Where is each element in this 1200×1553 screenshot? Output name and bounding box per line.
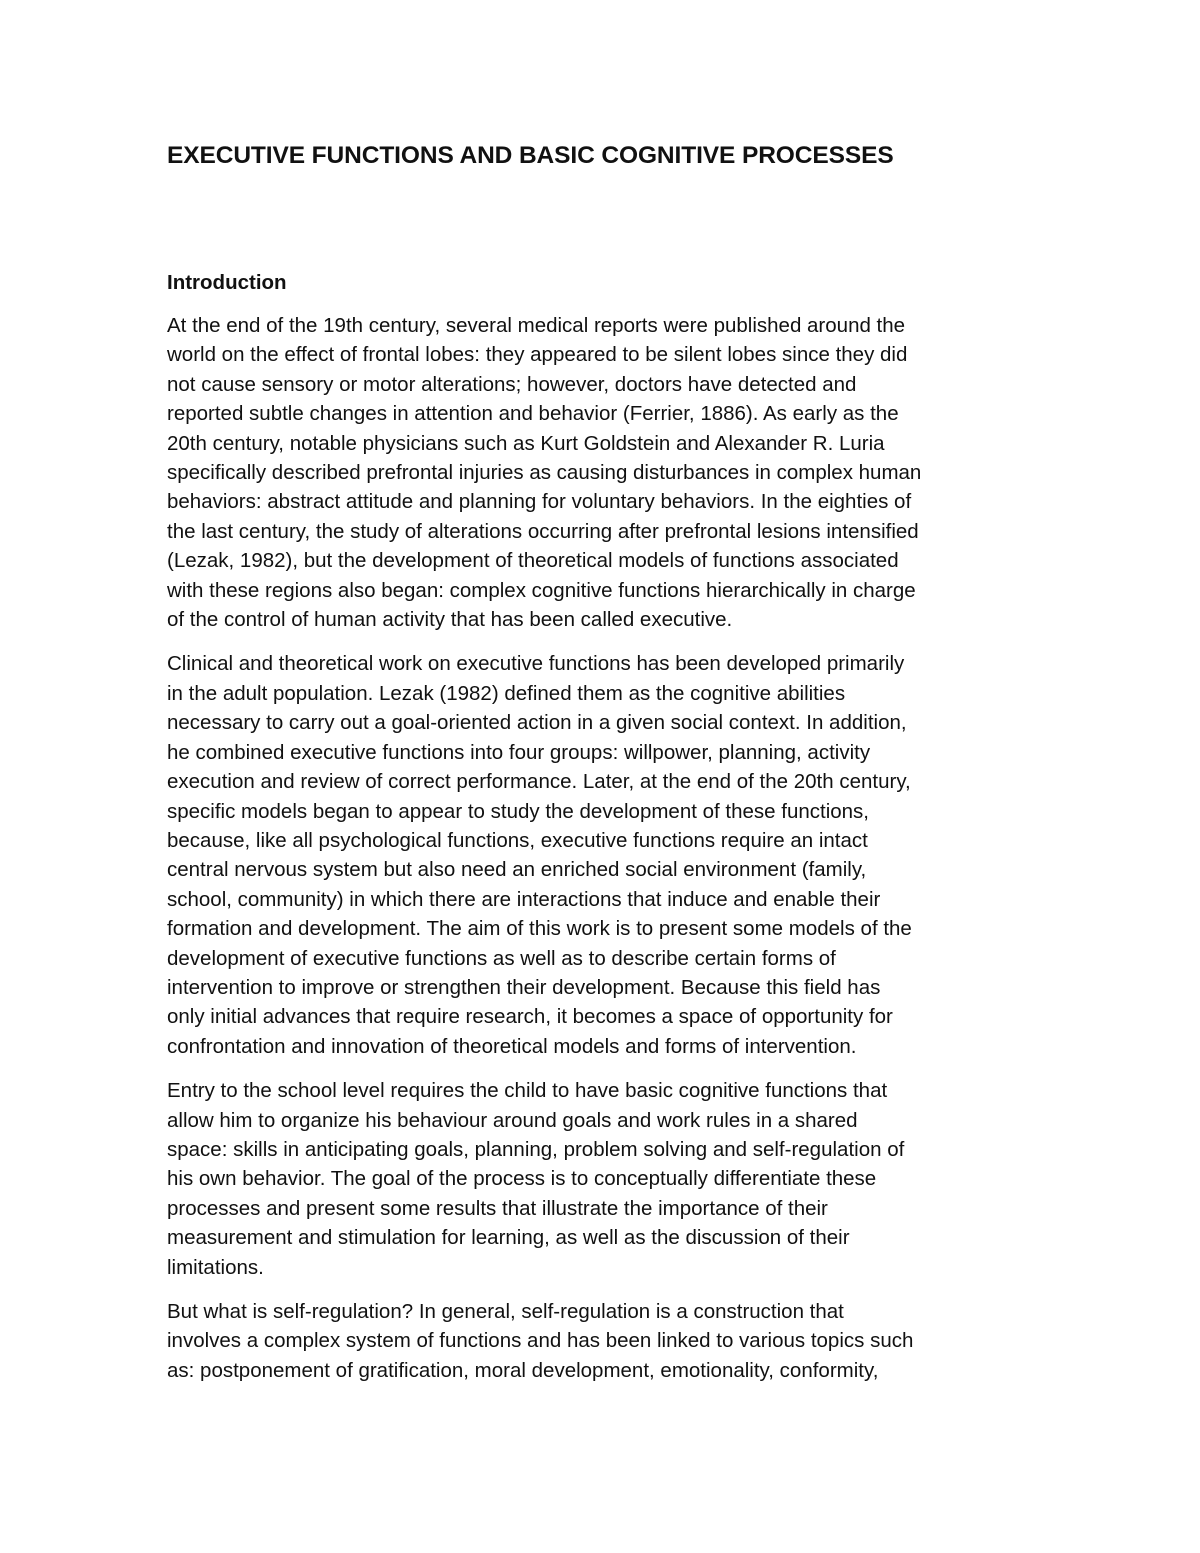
text-line: in the adult population. Lezak (1982) defined them as the cognitive abilities: [167, 681, 846, 705]
text-line: the last century, the study of alterations occurring after prefrontal lesions intensified: [167, 519, 919, 543]
text-line: because, like all psychological functions, executive functions require an intact: [167, 828, 868, 852]
text-line: his own behavior. The goal of the process is to conceptually differentiate these: [167, 1167, 877, 1191]
text-line: confrontation and innovation of theoretical models and forms of intervention.: [167, 1034, 857, 1058]
text-line: At the end of the 19th century, several medical reports were published around the: [167, 314, 906, 337]
text-line: But what is self-regulation? In general, self-regulation is a construction that: [167, 1300, 844, 1323]
text-line: (Lezak, 1982), but the development of theoretical models of functions associated: [167, 549, 899, 573]
document-body: [167, 140, 1047, 1385]
text-line: processes and present some results that illustrate the importance of their: [167, 1196, 828, 1220]
text-line: development of executive functions as well as to describe certain forms of: [167, 946, 836, 970]
introduction-paragraphs: [167, 311, 1047, 1385]
text-line: 20th century, notable physicians such as Kurt Goldstein and Alexander R. Luria: [167, 431, 885, 455]
paragraph-4: [167, 1297, 1047, 1385]
text-line: world on the effect of frontal lobes: they appeared to be silent lobes since they did: [167, 343, 908, 367]
text-line: reported subtle changes in attention and behavior (Ferrier, 1886). As early as the: [167, 402, 899, 426]
text-line: specifically described prefrontal injuries as causing disturbances in complex human: [167, 461, 922, 485]
text-line: space: skills in anticipating goals, planning, problem solving and self-regulation of: [167, 1137, 905, 1161]
text-line: not cause sensory or motor alterations; however, doctors have detected and: [167, 372, 857, 396]
paragraph-2: [167, 649, 1047, 1061]
text-line: behaviors: abstract attitude and planning for voluntary behaviors. In the eighties of: [167, 490, 912, 514]
text-line: intervention to improve or strengthen their development. Because this field has: [167, 975, 881, 999]
text-line: Entry to the school level requires the child to have basic cognitive functions that: [167, 1079, 888, 1103]
paragraph-1: [167, 311, 1047, 634]
text-line: limitations.: [167, 1255, 264, 1279]
text-line: allow him to organize his behaviour around goals and work rules in a shared: [167, 1108, 858, 1132]
text-line: with these regions also began: complex cognitive functions hierarchically in charge: [167, 578, 916, 602]
text-line: involves a complex system of functions and has been linked to various topics such: [167, 1329, 914, 1353]
text-line: Clinical and theoretical work on executive functions has been developed primarily: [167, 652, 905, 676]
document-title: EXECUTIVE FUNCTIONS AND BASIC COGNITIVE PROCESSES: [167, 142, 894, 169]
text-line: school, community) in which there are interactions that induce and enable their: [167, 887, 881, 911]
text-line: only initial advances that require research, it becomes a space of opportunity for: [167, 1005, 893, 1029]
section-heading-introduction: Introduction: [167, 271, 287, 294]
text-line: central nervous system but also need an enriched social environment (family,: [167, 858, 867, 882]
text-line: necessary to carry out a goal-oriented action in a given social context. In addition,: [167, 711, 907, 735]
text-line: specific models began to appear to study the development of these functions,: [167, 799, 869, 823]
text-line: he combined executive functions into four groups: willpower, planning, activity: [167, 740, 871, 764]
text-line: measurement and stimulation for learning, as well as the discussion of their: [167, 1226, 850, 1250]
text-line: formation and development. The aim of this work is to present some models of the: [167, 917, 912, 941]
text-line: of the control of human activity that has been called executive.: [167, 608, 733, 632]
text-line: as: postponement of gratification, moral development, emotionality, conformity,: [167, 1358, 879, 1382]
text-line: execution and review of correct performance. Later, at the end of the 20th century,: [167, 770, 911, 794]
paragraph-3: [167, 1076, 1047, 1282]
